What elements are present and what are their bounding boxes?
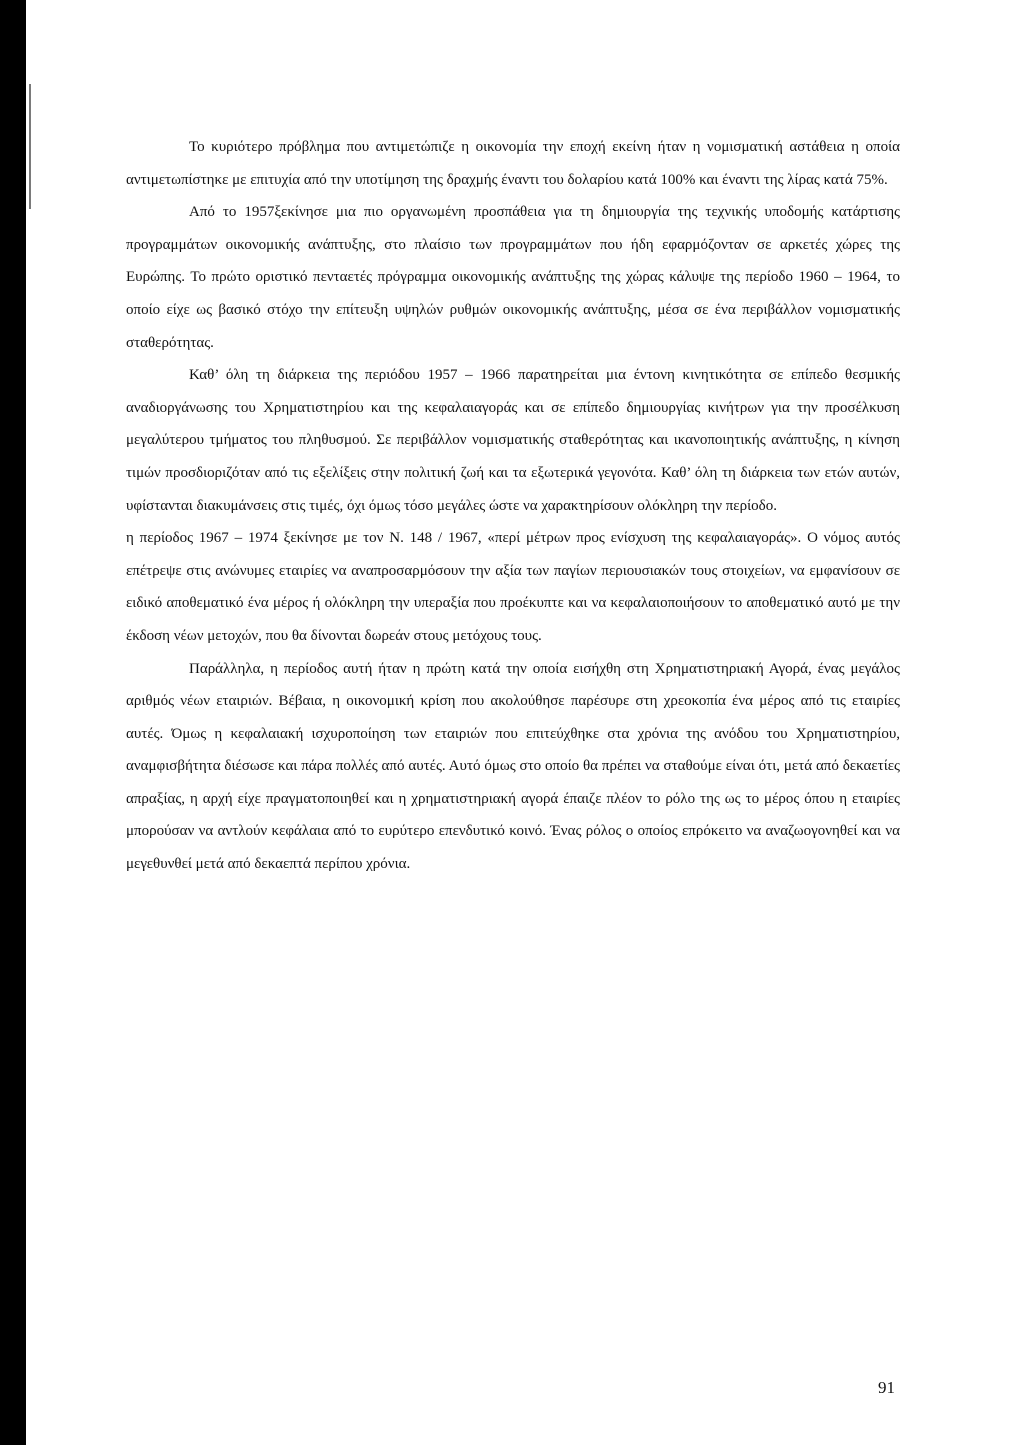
paragraph-1: Το κυριότερο πρόβλημα που αντιμετώπιζε η οικονομία την εποχή εκείνη ήταν η νομισματική αστάθεια η οποία αντιμετωπίστηκε με επιτυχία από την υποτίμηση της δραχμής έναντι του δολαρίου κατά 100% και έναντι της λίρας κατά 75%. [126,139,900,188]
paragraph-3: Καθ’ όλη τη διάρκεια της περιόδου 1957 – 1966 παρατηρείται μια έντονη κινητικότητα σε επίπεδο θεσμικής αναδιοργάνωσης του Χρηματιστηρίου και της κεφαλαιαγοράς και σε επίπεδο δημιουργίας κινήτρων για την προσέλκυση μεγαλύτερου τμήματος του πληθυσμού. Σε περιβάλλον νομισματικής σταθερότητας και ικανοποιητικής ανάπτυξης, η κίνηση τιμών προσδιοριζόταν από τις εξελίξεις στην πολιτική ζωή και τα εξωτερικά γεγονότα. Καθ’ όλη τη διάρκεια των ετών αυτών, υφίστανται διακυμάνσεις στις τιμές, όχι όμως τόσο μεγάλες ώστε να χαρακτηρίσουν ολόκληρη την περίοδο. [126,367,900,514]
document-page [26,0,1024,1445]
paragraph-4: η περίοδος 1967 – 1974 ξεκίνησε με τον Ν. 148 / 1967, «περί μέτρων προς ενίσχυση της κεφαλαιαγοράς». Ο νόμος αυτός επέτρεψε στις ανώνυμες εταιρίες να αναπροσαρμόσουν την αξία των παγίων περιουσιακών τους στοιχείων, να εμφανίσουν σε ειδικό αποθεματικό ένα μέρος ή ολόκληρη την υπεραξία που προέκυπτε και να κεφαλαιοποιήσουν το αποθεματικό αυτό με την έκδοση νέων μετοχών, που θα δίνονται δωρεάν στους μετόχους τους. [126,530,900,644]
scan-edge-line [29,84,31,209]
paragraph-2: Από το 1957ξεκίνησε μια πιο οργανωμένη προσπάθεια για τη δημιουργία της τεχνικής υποδομής κατάρτισης προγραμμάτων οικονομικής ανάπτυξης, στο πλαίσιο των προγραμμάτων που ήδη εφαρμόζονταν σε αρκετές χώρες της Ευρώπης. Το πρώτο οριστικό πενταετές πρόγραμμα οικονομικής ανάπτυξης της χώρας κάλυψε της περίοδο 1960 – 1964, το οποίο είχε ως βασικό στόχο την επίτευξη υψηλών ρυθμών οικονομικής ανάπτυξης, μέσα σε ένα περιβάλλον νομισματικής σταθερότητας. [126,204,900,351]
body-text [126,131,900,881]
page-number: 91 [878,1378,895,1397]
paragraph-5: Παράλληλα, η περίοδος αυτή ήταν η πρώτη κατά την οποία εισήχθη στη Χρηματιστηριακή Αγορά, ένας μεγάλος αριθμός νέων εταιριών. Βέβαια, η οικονομική κρίση που ακολούθησε παρέσυρε στη χρεοκοπία ένα μέρος από τις εταιρίες αυτές. Όμως η κεφαλαιακή ισχυροποίηση των εταιριών που επιτεύχθηκε στα χρόνια της ανόδου του Χρηματιστηρίου, αναμφισβήτητα διέσωσε και πάρα πολλές από αυτές. Αυτό όμως στο οποίο θα πρέπει να σταθούμε είναι ότι, μετά από δεκαετίες απραξίας, η αρχή είχε πραγματοποιηθεί και η χρηματιστηριακή αγορά έπαιζε πλέον το ρόλο της ως το μέρος όπου η εταιρίες μπορούσαν να αντλούν κεφάλαια από το ευρύτερο επενδυτικό κοινό. Ένας ρόλος ο οποίος επρόκειτο να αναζωογονηθεί και να μεγεθυνθεί μετά από δεκαεπτά περίπου χρόνια. [126,660,900,873]
